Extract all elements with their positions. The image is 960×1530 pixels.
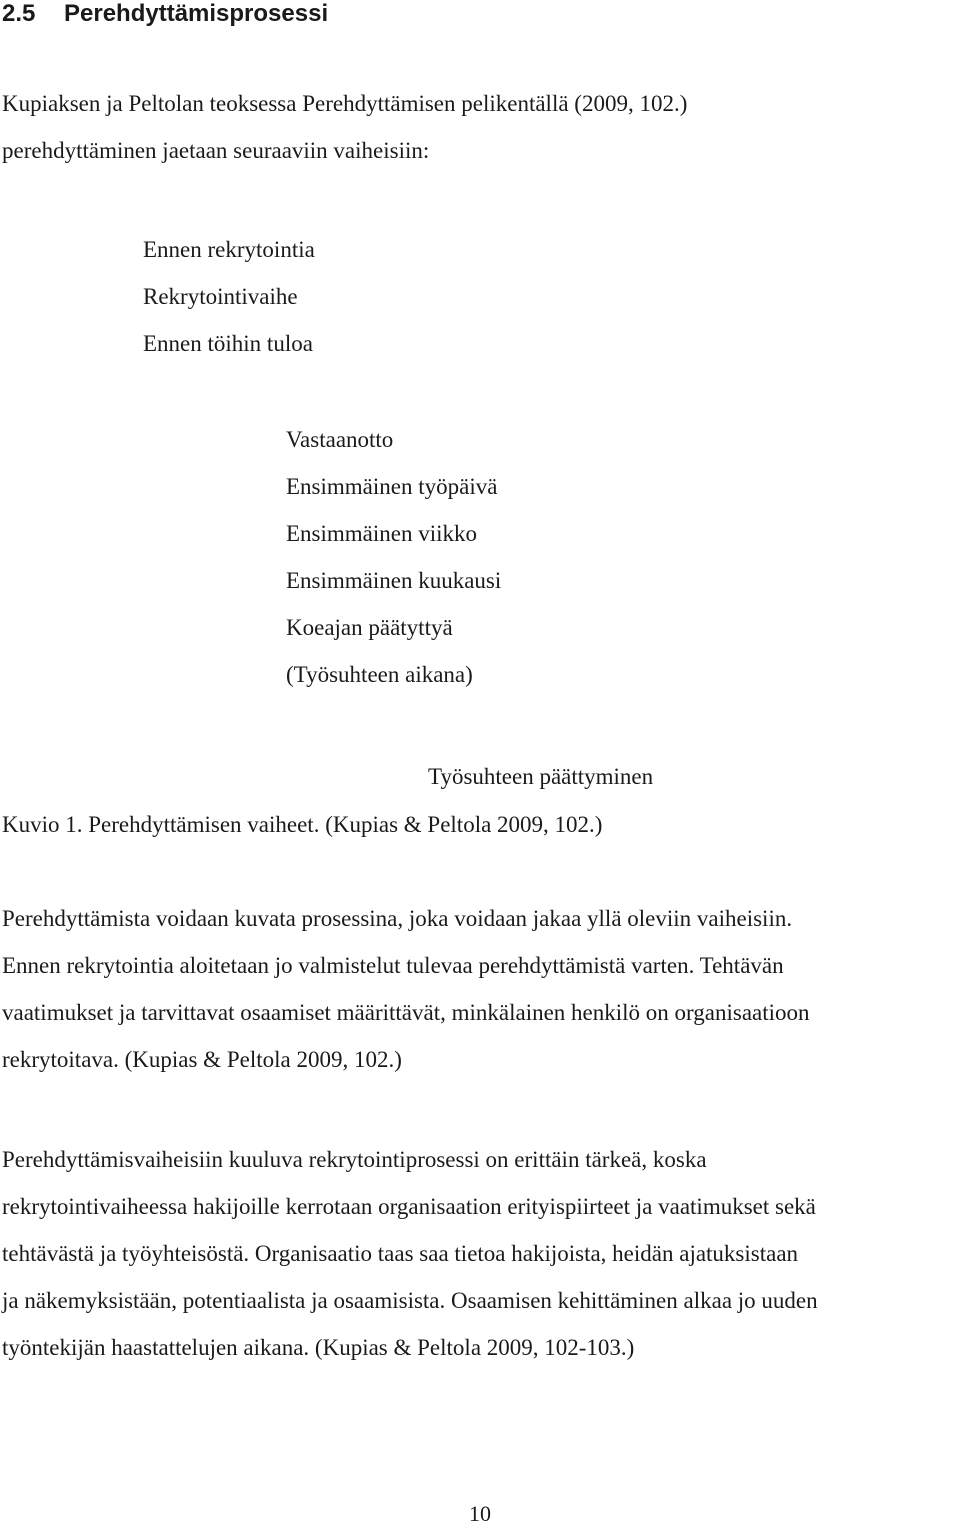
paragraph-line: Perehdyttämisvaiheisiin kuuluva rekrytointiprosessi on erittäin tärkeä, koska xyxy=(2,1147,707,1172)
stage-item: Ensimmäinen viikko xyxy=(286,521,478,546)
stage-item: Koeajan päätyttyä xyxy=(286,615,453,640)
stage-list-employment xyxy=(286,416,501,698)
stage-item: Ennen töihin tuloa xyxy=(143,331,313,356)
intro-paragraph xyxy=(2,80,687,174)
stage-item: Työsuhteen päättyminen xyxy=(428,764,654,789)
stage-list-termination xyxy=(428,753,653,800)
paragraph-line: tehtävästä ja työyhteisöstä. Organisaatio taas saa tietoa hakijoista, heidän ajatuksistaan xyxy=(2,1241,799,1266)
intro-line: Kupiaksen ja Peltolan teoksessa Perehdyttämisen pelikentällä (2009, 102.) xyxy=(2,91,688,116)
stage-item: Ennen rekrytointia xyxy=(143,237,315,262)
section-heading xyxy=(2,0,328,28)
paragraph-line: rekrytoitava. (Kupias & Peltola 2009, 102.) xyxy=(2,1047,402,1072)
figure-caption: Kuvio 1. Perehdyttämisen vaiheet. (Kupias & Peltola 2009, 102.) xyxy=(2,812,603,837)
paragraph-line: ja näkemyksistään, potentiaalista ja osaamisista. Osaamisen kehittäminen alkaa jo uuden xyxy=(2,1288,818,1313)
intro-line: perehdyttäminen jaetaan seuraaviin vaiheisiin: xyxy=(2,138,430,163)
paragraph-line: rekrytointivaiheessa hakijoille kerrotaan organisaation erityispiirteet ja vaatimukset sekä xyxy=(2,1194,816,1219)
body-paragraph-1 xyxy=(2,895,810,1083)
section-title: Perehdyttämisprosessi xyxy=(64,0,329,27)
page-number: 10 xyxy=(469,1501,491,1526)
stage-item: Ensimmäinen työpäivä xyxy=(286,474,498,499)
stage-list-pre-employment xyxy=(143,226,315,367)
paragraph-line: vaatimukset ja tarvittavat osaamiset määrittävät, minkälainen henkilö on organisaatioon xyxy=(2,1000,810,1025)
paragraph-line: Ennen rekrytointia aloitetaan jo valmistelut tulevaa perehdyttämistä varten. Tehtävän xyxy=(2,953,784,978)
paragraph-line: Perehdyttämista voidaan kuvata prosessina, joka voidaan jakaa yllä oleviin vaiheisiin. xyxy=(2,906,793,931)
section-number: 2.5 xyxy=(2,0,36,27)
stage-item: Vastaanotto xyxy=(286,427,394,452)
stage-item: Ensimmäinen kuukausi xyxy=(286,568,502,593)
body-paragraph-2 xyxy=(2,1136,818,1371)
stage-item: Rekrytointivaihe xyxy=(143,284,298,309)
stage-item: (Työsuhteen aikana) xyxy=(286,662,473,687)
paragraph-line: työntekijän haastattelujen aikana. (Kupias & Peltola 2009, 102-103.) xyxy=(2,1335,635,1360)
